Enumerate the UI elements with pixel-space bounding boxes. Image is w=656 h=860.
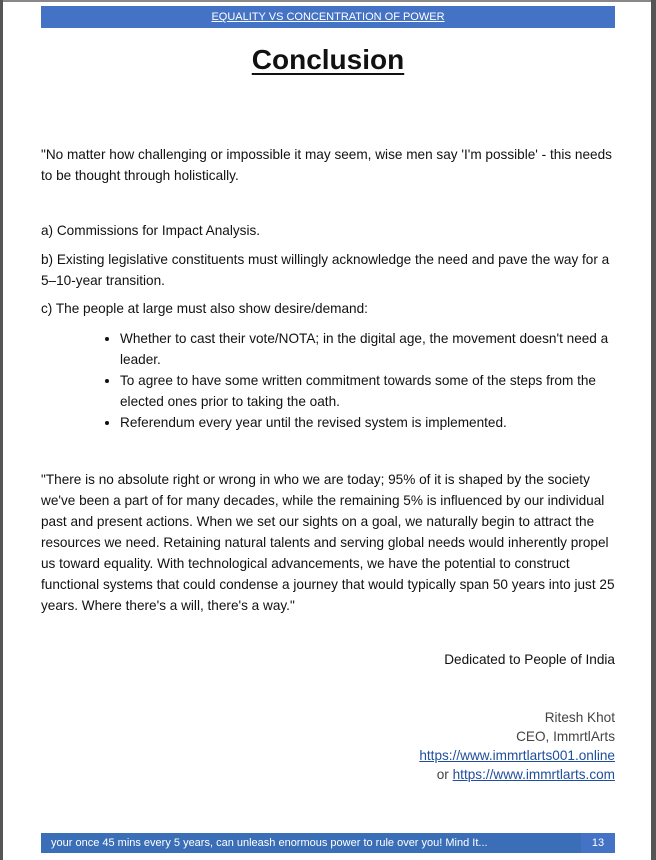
or-text: or: [436, 767, 449, 782]
item-a: a) Commissions for Impact Analysis.: [41, 223, 261, 238]
page-number: 13: [581, 833, 615, 853]
list-item: • Referendum every year until the revised system is implemented.: [120, 412, 640, 433]
website-link-1[interactable]: https://www.immrtlarts001.online: [419, 748, 615, 763]
opening-quote: "No matter how challenging or impossible it may seem, wise men say 'I'm possible' - this needs to be thought through holistically.: [41, 147, 612, 183]
item-b: b) Existing legislative constituents must willingly acknowledge the need and pave the way for a 5–10-year transition.: [41, 252, 610, 288]
website-link-2[interactable]: https://www.immrtlarts.com: [452, 767, 615, 782]
list-item: • To agree to have some written commitment towards some of the steps from the elected ones prior to taking the oath.: [120, 370, 640, 412]
viewer-right-edge: [651, 0, 656, 860]
page-header-bar: [41, 6, 615, 28]
viewer-left-edge: [0, 0, 3, 860]
closing-quote: "There is no absolute right or wrong in who we are today; 95% of it is shaped by the society we've been a part of for many decades, while the remaining 5% is influenced by our individual past and present actions. When we set our sights on a goal, we naturally begin to attract the resources we need. Retaining natural talents and serving global needs would inherently propel us toward equality. With technological advancements, we have the potential to construct functional systems that could condense a journey that would typically span 50 years into just 25 years. Where there's a will, there's a way.": [41, 472, 615, 613]
author-name: Ritesh Khot: [544, 710, 615, 725]
viewer-top-edge: [0, 0, 656, 2]
demand-list: [80, 328, 640, 433]
footer-text: your once 45 mins every 5 years, can unleash enormous power to rule over you! Mind It...: [51, 837, 488, 849]
author-role: CEO, ImmrtlArts: [516, 729, 615, 744]
dedication: Dedicated to People of India: [444, 652, 615, 667]
page-footer-bar: [41, 833, 615, 853]
signature-block: [419, 708, 615, 784]
item-c: c) The people at large must also show desire/demand:: [41, 301, 368, 316]
list-item: • Whether to cast their vote/NOTA; in the digital age, the movement doesn't need a leader.: [120, 328, 640, 370]
page-title: Conclusion: [251, 44, 405, 75]
header-title: EQUALITY VS CONCENTRATION OF POWER: [211, 11, 445, 23]
